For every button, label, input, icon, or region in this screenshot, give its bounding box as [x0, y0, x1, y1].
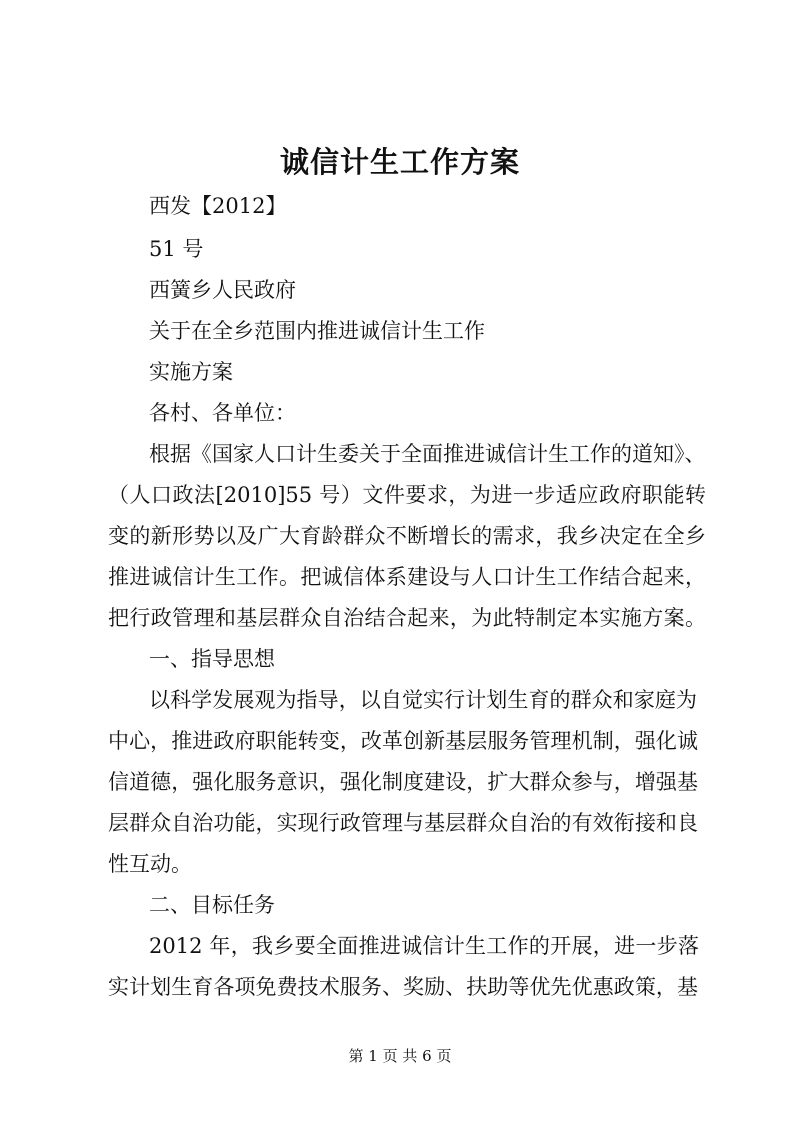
paragraph-line: （人口政法[2010]55 号）文件要求，为进一步适应政府职能转: [108, 483, 706, 507]
paragraph-line: 性互动。: [108, 852, 192, 876]
paragraph-line: 信道德，强化服务意识，强化制度建设，扩大群众参与，增强基: [108, 770, 698, 794]
paragraph-line: 变的新形势以及广大育龄群众不断增长的需求，我乡决定在全乡: [108, 524, 706, 548]
paragraph-line: 2012 年，我乡要全面推进诚信计生工作的开展，进一步落: [149, 934, 699, 958]
salutation: 各村、各单位：: [149, 401, 296, 425]
section-heading: 二、目标任务: [149, 893, 275, 917]
document-subject: 关于在全乡范围内推进诚信计生工作: [149, 319, 485, 343]
paragraph-line: 以科学发展观为指导，以自觉实行计划生育的群众和家庭为: [149, 688, 697, 712]
paragraph-line: 中心，推进政府职能转变，改革创新基层服务管理机制，强化诚: [108, 729, 698, 753]
paragraph-line: 层群众自治功能，实现行政管理与基层群众自治的有效衔接和良: [108, 811, 698, 835]
paragraph-line: 根据《国家人口计生委关于全面推进诚信计生工作的道知》、: [149, 442, 706, 466]
paragraph-line: 把行政管理和基层群众自治结合起来，为此特制定本实施方案。: [108, 606, 706, 630]
page-footer: 第 1 页 共 6 页: [348, 1047, 452, 1065]
document-title: 诚信计生工作方案: [279, 145, 520, 179]
document-subject-cont: 实施方案: [149, 360, 233, 384]
paragraph-line: 实计划生育各项免费技术服务、奖励、扶助等优先优惠政策，基: [108, 975, 698, 999]
doc-number-suffix: 51 号: [149, 237, 204, 261]
paragraph-line: 推进诚信计生工作。把诚信体系建设与人口计生工作结合起来，: [108, 565, 706, 589]
issuing-authority: 西簧乡人民政府: [149, 278, 296, 302]
section-heading: 一、指导思想: [149, 647, 275, 671]
doc-number-line: 西发【2012】: [149, 194, 287, 218]
